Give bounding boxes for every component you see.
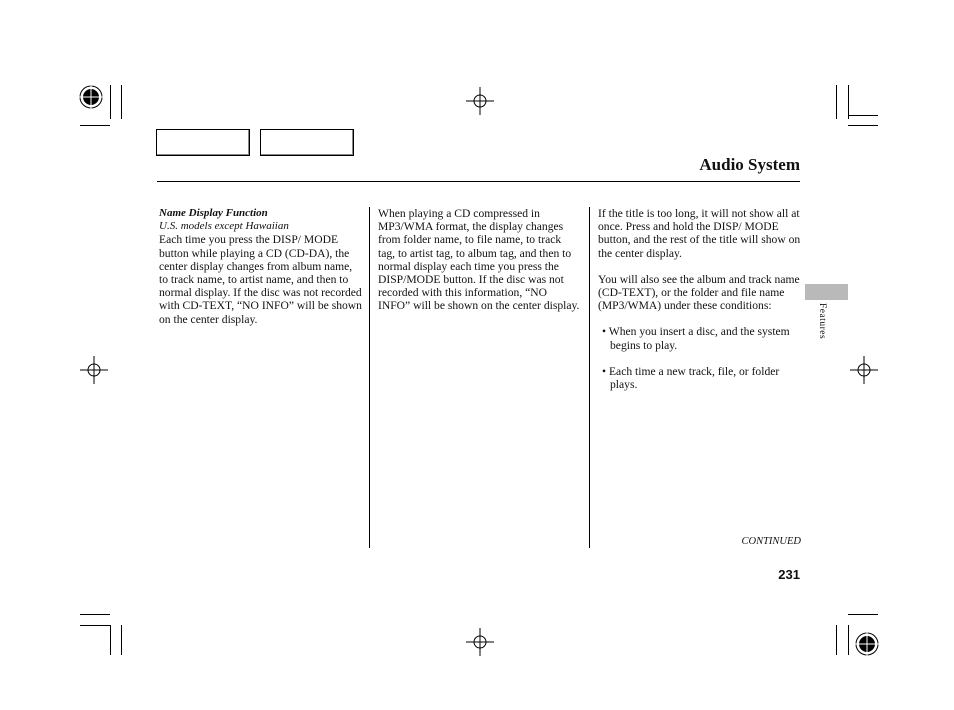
body-paragraph: You will also see the album and track name (CD-TEXT), or the folder and file name (MP3/WMA) under these conditions: xyxy=(598,272,800,313)
section-tab-label: Features xyxy=(817,303,827,340)
section-tab xyxy=(805,284,848,300)
crosshair-icon xyxy=(466,87,494,115)
crosshair-icon xyxy=(850,356,878,384)
section-heading: Name Display Function xyxy=(159,207,268,219)
bullet-item: • When you insert a disc, and the system begins to play. xyxy=(602,325,790,352)
bullet-item: • Each time a new track, file, or folder plays. xyxy=(602,364,780,392)
bullet-text: When you insert a disc, and the system begins to play. xyxy=(608,325,790,352)
middle-column xyxy=(378,207,581,313)
column-divider xyxy=(369,207,370,548)
page-number: 231 xyxy=(778,567,800,582)
body-paragraph: If the title is too long, it will not show all at once. Press and hold the DISP/ MODE button, and the rest of the title will show on the center display. xyxy=(598,207,801,260)
crosshair-icon xyxy=(80,356,108,384)
nav-button-main-menu[interactable] xyxy=(156,129,250,156)
column-divider xyxy=(589,207,590,548)
left-column xyxy=(159,207,362,326)
registration-target-icon xyxy=(854,631,880,657)
header-rule xyxy=(157,181,800,182)
continued-label: CONTINUED xyxy=(741,536,801,547)
nav-button-index[interactable] xyxy=(260,129,354,156)
bullet-text: Each time a new track, file, or folder plays. xyxy=(608,364,780,392)
crosshair-icon xyxy=(466,628,494,656)
registration-target-icon xyxy=(78,84,104,110)
page-title: Audio System xyxy=(699,155,800,174)
body-paragraph: When playing a CD compressed in MP3/WMA format, the display changes from folder name, to file name, to track tag, to artist tag, to album tag, and then to normal display each time you press the DISP/MODE button. If the disc was not recorded with this information, “NO INFO” will be shown on the center display. xyxy=(378,207,580,313)
body-paragraph: Each time you press the DISP/ MODE button while playing a CD (CD-DA), the center display changes from album name, to track name, to artist name, and then to normal display. If the disc was not recorded with CD-TEXT, “NO INFO” will be shown on the center display. xyxy=(159,233,362,326)
section-subheading: U.S. models except Hawaiian xyxy=(159,220,289,233)
right-column xyxy=(598,207,802,391)
